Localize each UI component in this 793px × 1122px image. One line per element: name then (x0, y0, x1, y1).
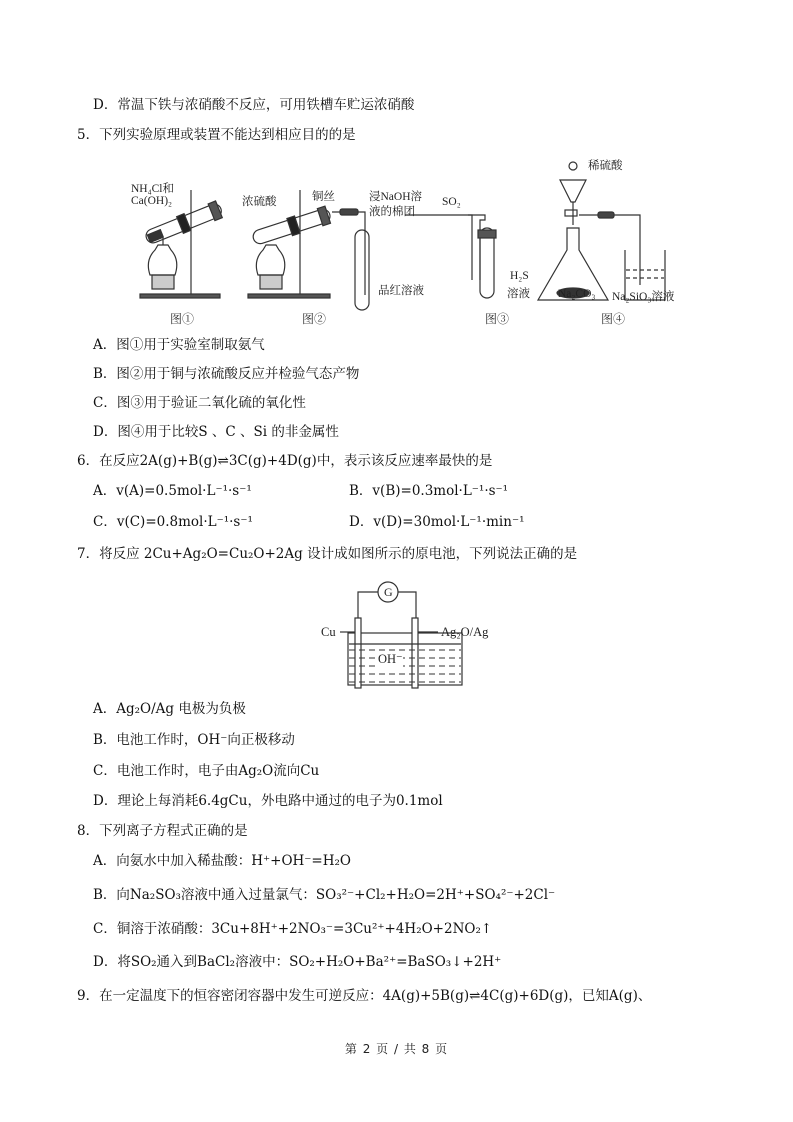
ag2o-electrode-label: Ag₂O/Ag (441, 625, 489, 639)
q9-stem: 9．在一定温度下的恒容密闭容器中发生可逆反应：4A(g)+5B(g)⇌4C(g)+6D(g)，已知A(g)、 (77, 988, 652, 1004)
fig2-label-cotton-1: 浸NaOH溶 (369, 191, 423, 203)
q5-option-a: A．图①用于实验室制取氨气 (93, 337, 265, 353)
fig1-label-reagent-1: NH₄Cl和 (131, 183, 174, 195)
fig4-label-solid: Na₂CO₃ (558, 288, 596, 300)
fig4-label-acid: 稀硫酸 (588, 160, 623, 172)
fig2-label-wire: 铜丝 (312, 191, 335, 203)
fig3-label-solution-2: 溶液 (507, 288, 530, 300)
fig2-label-acid: 浓硫酸 (242, 196, 277, 208)
fig4-caption: 图④ (601, 312, 626, 326)
q7-option-a: A．Ag₂O/Ag 电极为负极 (93, 701, 246, 717)
fig3-label-gas: SO₂ (442, 196, 461, 208)
q5-option-c: C．图③用于验证二氧化硫的氧化性 (93, 395, 306, 411)
fig2-label-solution: 品红溶液 (378, 285, 424, 297)
fig3-caption: 图③ (485, 312, 510, 326)
q5-option-b: B．图②用于铜与浓硫酸反应并检验气态产物 (93, 366, 360, 382)
fig1-label-reagent-2: Ca(OH)₂ (131, 195, 173, 207)
q7-option-d: D．理论上每消耗6.4gCu，外电路中通过的电子为0.1mol (93, 793, 443, 809)
q7-stem: 7．将反应 2Cu+Ag₂O=Cu₂O+2Ag 设计成如图所示的原电池，下列说法正确的是 (77, 546, 578, 562)
fig1-caption: 图① (170, 312, 195, 326)
q6-option-c: C．v(C)=0.8mol·L⁻¹·s⁻¹ (93, 514, 253, 530)
q5-option-d: D．图④用于比较S 、C 、Si 的非金属性 (93, 424, 339, 440)
fig3-label-solution-1: H₂S (510, 270, 529, 282)
cu-electrode-label: Cu (321, 625, 336, 639)
page-footer: 第 2 页 / 共 8 页 (344, 1042, 449, 1056)
fig2-label-cotton-2: 液的棉团 (369, 206, 415, 218)
fig4-label-solution: Na₂SiO₃溶液 (612, 291, 675, 303)
fig2-caption: 图② (302, 312, 327, 326)
galvanometer-label: G (384, 585, 393, 599)
q6-option-d: D．v(D)=30mol·L⁻¹·min⁻¹ (349, 514, 525, 530)
q8-option-d: D．将SO₂通入到BaCl₂溶液中：SO₂+H₂O+Ba²⁺=BaSO₃↓+2H⁺ (93, 954, 502, 970)
q6-stem: 6．在反应2A(g)+B(g)⇌3C(g)+4D(g)中，表示该反应速率最快的是 (77, 453, 493, 469)
q8-option-c: C．铜溶于浓硝酸：3Cu+8H⁺+2NO₃⁻=3Cu²⁺+4H₂O+2NO₂↑ (93, 921, 493, 937)
q7-option-b: B．电池工作时，OH⁻向正极移动 (93, 732, 295, 748)
q8-stem: 8．下列离子方程式正确的是 (77, 823, 248, 839)
q4-option-d: D．常温下铁与浓硝酸不反应，可用铁槽车贮运浓硝酸 (93, 97, 415, 113)
q7-option-c: C．电池工作时，电子由Ag₂O流向Cu (93, 763, 320, 779)
fig4-flask-apparatus (538, 162, 665, 300)
q8-option-a: A．向氨水中加入稀盐酸：H⁺+OH⁻=H₂O (93, 853, 351, 869)
q5-stem: 5．下列实验原理或装置不能达到相应目的的是 (77, 127, 356, 143)
q6-option-b: B．v(B)=0.3mol·L⁻¹·s⁻¹ (349, 483, 509, 499)
q8-option-b: B．向Na₂SO₃溶液中通入过量氯气：SO₃²⁻+Cl₂+H₂O=2H⁺+SO₄²⁻+2Cl⁻ (93, 887, 556, 903)
electrolyte-label: OH⁻ (378, 652, 403, 666)
q6-option-a: A．v(A)=0.5mol·L⁻¹·s⁻¹ (93, 483, 252, 499)
